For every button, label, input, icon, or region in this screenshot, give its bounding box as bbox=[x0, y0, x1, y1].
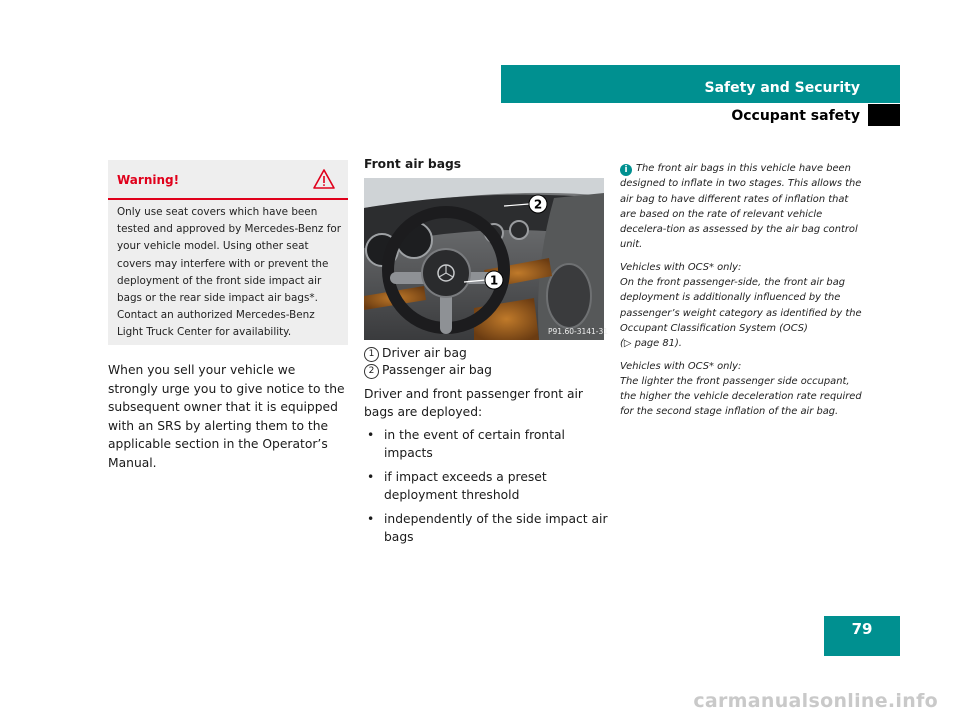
list-item: • in the event of certain frontal impacts bbox=[364, 427, 609, 462]
deployment-intro: Driver and front passenger front air bags are deployed: bbox=[364, 387, 583, 419]
callout-2-label: 2 bbox=[533, 197, 543, 212]
deployment-conditions-list bbox=[364, 427, 609, 553]
legend-item bbox=[364, 345, 604, 362]
legend-number-1: 1 bbox=[364, 347, 379, 362]
warning-title: Warning! bbox=[117, 173, 180, 187]
legend-label-passenger: Passenger air bag bbox=[382, 363, 492, 377]
page-reference-link[interactable]: (▷ page 81). bbox=[620, 338, 682, 350]
info-heading-ocs-2: Vehicles with OCS* only: bbox=[620, 360, 742, 372]
legend-item bbox=[364, 362, 604, 379]
info-paragraph-2: On the front passenger-side, the front air bag deployment is additionally influenced by the passenger’s weight category as identified by the Occupant Classification System (OCS) bbox=[620, 277, 862, 334]
list-item: • if impact exceeds a preset deployment threshold bbox=[364, 469, 609, 504]
legend-number-2: 2 bbox=[364, 364, 379, 379]
info-heading-ocs: Vehicles with OCS* only: bbox=[620, 261, 742, 273]
dashboard-airbag-photo bbox=[364, 178, 604, 340]
subsection-title: Occupant safety bbox=[731, 108, 860, 124]
front-air-bags-title: Front air bags bbox=[364, 157, 462, 171]
callout-legend bbox=[364, 345, 604, 379]
section-title: Safety and Security bbox=[704, 80, 860, 96]
list-item: • independently of the side impact air bags bbox=[364, 511, 609, 546]
legend-label-driver: Driver air bag bbox=[382, 346, 467, 360]
photo-code: P91.60-3141-31 bbox=[548, 327, 609, 336]
header-marker bbox=[868, 104, 900, 126]
resale-notice-text: When you sell your vehicle we strongly urge you to give notice to the subsequent owner that it is equipped with an SRS by alerting them to the applicable section in the Operator’s Manual. bbox=[108, 363, 345, 470]
callout-1-label: 1 bbox=[489, 273, 499, 288]
page-number: 79 bbox=[851, 620, 873, 638]
watermark: carmanualsonline.info bbox=[693, 690, 938, 712]
info-paragraph-1: The front air bags in this vehicle have been designed to inflate in two stages. This allows the air bag to have different rates of inflation that are based on the rate of relevant vehicle decelera-tion as assessed by the air bag control unit. bbox=[620, 163, 862, 251]
info-paragraph-3: The lighter the front passenger side occupant, the higher the vehicle deceleration rate required for the second stage inflation of the air bag. bbox=[620, 375, 862, 418]
warning-triangle-icon bbox=[312, 168, 336, 190]
warning-text: Only use seat covers which have been tested and approved by Mercedes-Benz for your vehicle model. Using other seat covers may interfere with or prevent the deployment of the front side impact air bags or the rear side impact air bags*. Contact an authorized Mercedes-Benz Light Truck Center for availability. bbox=[117, 206, 341, 339]
info-note bbox=[620, 161, 862, 427]
info-icon: i bbox=[620, 164, 632, 176]
